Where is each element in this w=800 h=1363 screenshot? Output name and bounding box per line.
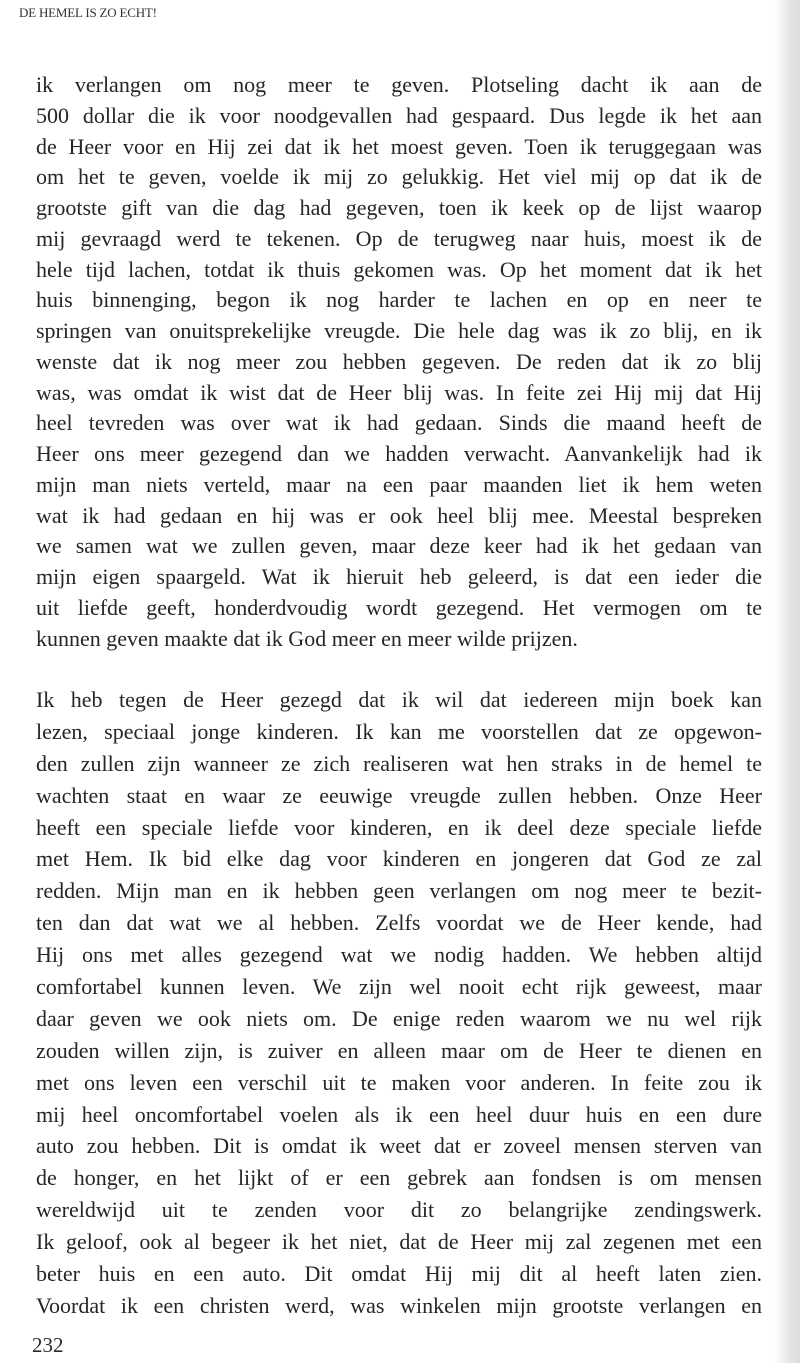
- text-line: den zullen zijn wanneer ze zich realiseren wat hen straks in de hemel te: [36, 750, 762, 776]
- text-line: Ik geloof, ook al begeer ik het niet, dat de Heer mij zal zegenen met een: [36, 1229, 762, 1255]
- text-line: mijn eigen spaargeld. Wat ik hieruit heb geleerd, is dat een ieder die: [36, 564, 762, 589]
- text-line: zouden willen zijn, is zuiver en alleen maar om de Heer te dienen en: [36, 1037, 762, 1063]
- text-line: Ik heb tegen de Heer gezegd dat ik wil dat iedereen mijn boek kan: [36, 687, 762, 712]
- text-line: kunnen geven maakte dat ik God meer en meer wilde prijzen.: [36, 625, 578, 651]
- text-line: Hij ons met alles gezegend wat we nodig hadden. We hebben altijd: [36, 942, 762, 968]
- text-line: met ons leven een verschil uit te maken voor anderen. In feite zou ik: [36, 1069, 762, 1095]
- text-line: Heer ons meer gezegend dan we hadden verwacht. Aanvankelijk had ik: [36, 441, 762, 466]
- text-line: wat ik had gedaan en hij was er ook heel blij mee. Meestal bespreken: [36, 502, 762, 528]
- page-binding-shadow: [774, 0, 800, 1363]
- text-line: redden. Mijn man en ik hebben geen verlangen om nog meer te bezit-: [36, 878, 762, 904]
- text-line: 500 dollar die ik voor noodgevallen had gespaard. Dus legde ik het aan: [36, 102, 762, 128]
- text-line: wenste dat ik nog meer zou hebben gegeven. De reden dat ik zo blij: [36, 348, 762, 374]
- text-line: mij heel oncomfortabel voelen als ik een heel duur huis en een dure: [36, 1101, 762, 1127]
- text-line: mij gevraagd werd te tekenen. Op de terugweg naar huis, moest ik de: [36, 225, 762, 251]
- text-line: lezen, speciaal jonge kinderen. Ik kan me voorstellen dat ze opgewon-: [36, 718, 762, 744]
- page-number: 232: [32, 1333, 64, 1357]
- text-line: hele tijd lachen, totdat ik thuis gekomen was. Op het moment dat ik het: [36, 256, 762, 282]
- text-line: beter huis en een auto. Dit omdat Hij mij dit al heeft laten zien.: [36, 1261, 762, 1287]
- text-line: Voordat ik een christen werd, was winkelen mijn grootste verlangen en: [36, 1292, 762, 1318]
- text-line: grootste gift van die dag had gegeven, toen ik keek op de lijst waarop: [36, 195, 762, 220]
- text-line: auto zou hebben. Dit is omdat ik weet dat er zoveel mensen sterven van: [36, 1133, 762, 1159]
- text-line: mijn man niets verteld, maar na een paar maanden liet ik hem weten: [36, 471, 762, 497]
- text-line: om het te geven, voelde ik mij zo gelukkig. Het viel mij op dat ik de: [36, 164, 762, 190]
- text-line: daar geven we ook niets om. De enige reden waarom we nu wel rijk: [36, 1005, 762, 1031]
- text-line: heeft een speciale liefde voor kinderen, en ik deel deze speciale liefde: [36, 814, 762, 840]
- text-line: uit liefde geeft, honderdvoudig wordt gezegend. Het vermogen om te: [36, 594, 762, 620]
- text-line: ten dan dat wat we al hebben. Zelfs voordat we de Heer kende, had: [36, 910, 762, 936]
- text-line: comfortabel kunnen leven. We zijn wel nooit echt rijk geweest, maar: [36, 974, 762, 1000]
- paragraph-2: [36, 684, 762, 1322]
- text-line: we samen wat we zullen geven, maar deze keer had ik het gedaan van: [36, 533, 762, 559]
- text-line: ik verlangen om nog meer te geven. Plotseling dacht ik aan de: [36, 72, 762, 97]
- text-line: wachten staat en waar ze eeuwige vreugde zullen hebben. Onze Heer: [36, 782, 762, 808]
- text-line: wereldwijd uit te zenden voor dit zo belangrijke zendingswerk.: [36, 1197, 762, 1223]
- text-line: de Heer voor en Hij zei dat ik het moest geven. Toen ik teruggegaan was: [36, 133, 762, 159]
- text-line: met Hem. Ik bid elke dag voor kinderen en jongeren dat God ze zal: [36, 846, 762, 872]
- text-line: heel tevreden was over wat ik had gedaan. Sinds die maand heeft de: [36, 410, 762, 436]
- running-head: DE HEMEL IS ZO ECHT!: [19, 5, 157, 20]
- text-line: de honger, en het lijkt of er een gebrek aan fondsen is om mensen: [36, 1165, 762, 1191]
- text-line: was, was omdat ik wist dat de Heer blij was. In feite zei Hij mij dat Hij: [36, 379, 762, 405]
- text-line: springen van onuitsprekelijke vreugde. Die hele dag was ik zo blij, en ik: [36, 318, 762, 343]
- paragraph-1: [36, 70, 762, 654]
- text-line: huis binnenging, begon ik nog harder te lachen en op en neer te: [36, 287, 762, 313]
